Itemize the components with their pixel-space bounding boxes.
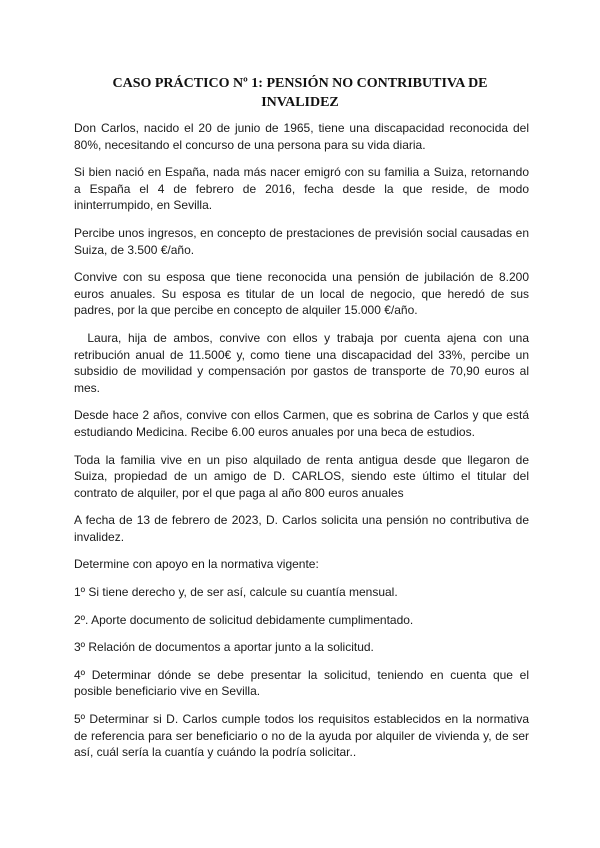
question-4: 4º Determinar dónde se debe presentar la solicitud, teniendo en cuenta que el posible beneficiario vive en Sevilla.	[74, 667, 529, 699]
paragraph-income: Percibe unos ingresos, en concepto de prestaciones de previsión social causadas en Suiza, de 3.500 €/año.	[74, 225, 529, 257]
question-5: 5º Determinar si D. Carlos cumple todos los requisitos establecidos en la normativa de referencia para ser beneficiario o no de la ayuda por alquiler de vivienda y, de ser así, cuál sería la cuantía y cuándo la podría solicitar..	[74, 712, 529, 760]
paragraph-spouse: Convive con su esposa que tiene reconocida una pensión de jubilación de 8.200 euros anuales. Su esposa es titular de un local de negocio, que heredó de sus padres, por la que percibe en concepto de alquiler 15.000 €/año.	[74, 270, 529, 318]
question-2: 2º. Aporte documento de solicitud debidamente cumplimentado.	[74, 612, 414, 627]
question-3: 3º Relación de documentos a aportar junto a la solicitud.	[74, 640, 374, 655]
question-1: 1º Si tiene derecho y, de ser así, calcule su cuantía mensual.	[74, 585, 398, 600]
paragraph-housing: Toda la familia vive en un piso alquilado de renta antigua desde que llegaron de Suiza, propiedad de un amigo de D. CARLOS, siendo este último el titular del contrato de alquiler, por el que paga al año 800 euros anuales	[74, 452, 529, 500]
paragraph-daughter: Laura, hija de ambos, convive con ellos y trabaja por cuenta ajena con una retribución anual de 11.500€ y, como tiene una discapacidad del 33%, percibe un subsidio de movilidad y compensación por gastos de transporte de 70,90 euros al mes.	[74, 330, 533, 395]
paragraph-application: A fecha de 13 de febrero de 2023, D. Carlos solicita una pensión no contributiva de invalidez.	[74, 513, 529, 544]
paragraph-personal-data: Don Carlos, nacido el 20 de junio de 1965, tiene una discapacidad reconocida del 80%, necesitando el concurso de una persona para su vida diaria.	[74, 121, 529, 152]
document-body	[74, 120, 533, 772]
paragraph-instructions: Determine con apoyo en la normativa vigente:	[74, 557, 319, 572]
page-title: CASO PRÁCTICO Nº 1: PENSIÓN NO CONTRIBUTIVA DE INVALIDEZ	[112, 76, 488, 110]
paragraph-niece: Desde hace 2 años, convive con ellos Carmen, que es sobrina de Carlos y que está estudiando Medicina. Recibe 6.00 euros anuales por una beca de estudios.	[74, 408, 529, 439]
paragraph-residence: Si bien nació en España, nada más nacer emigró con su familia a Suiza, retornando a España el 4 de febrero de 2016, fecha desde la que reside, de modo ininterrumpido, en Sevilla.	[74, 165, 529, 213]
